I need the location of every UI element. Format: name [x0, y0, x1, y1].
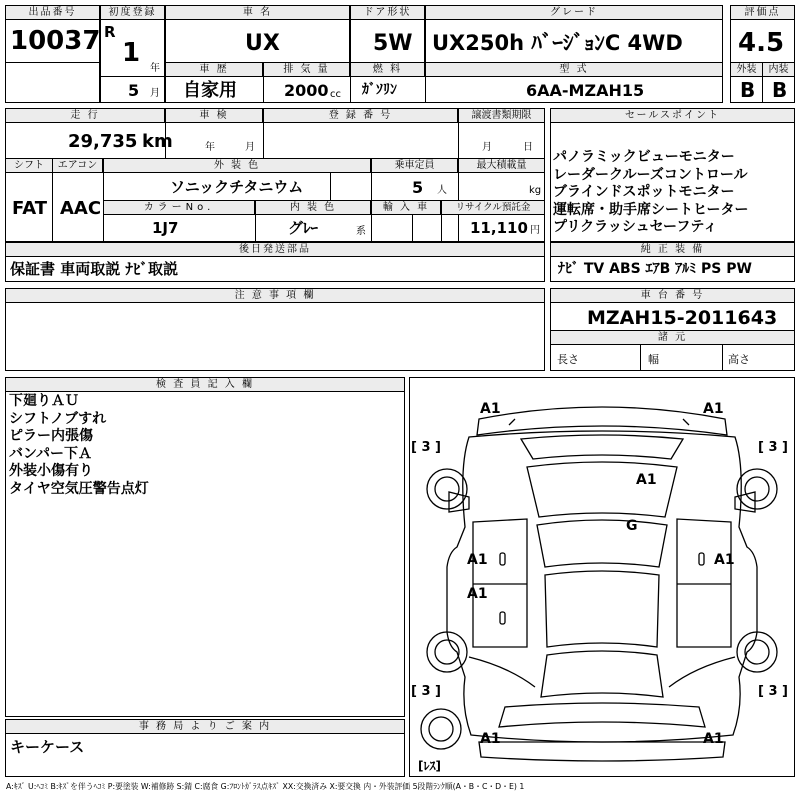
tire-rear-right: [ 3 ]: [758, 684, 788, 699]
height-label: 高さ: [728, 353, 750, 366]
cc-unit: cc: [330, 89, 341, 100]
car-name: UX: [245, 31, 280, 56]
interior-grade: B: [772, 78, 788, 102]
capacity-label: 乗車定員: [371, 158, 458, 173]
recycle: 11,110: [470, 219, 528, 237]
score-label: 評価点: [730, 5, 795, 20]
mark-front-left: A1: [480, 401, 501, 417]
specs-label: 諸 元: [550, 330, 795, 345]
ac-label: エアコン: [52, 158, 103, 173]
year-unit: 年: [150, 63, 160, 74]
color-no-label: カラーNo.: [103, 200, 255, 215]
mark-door-left: A1: [467, 552, 488, 568]
capacity-unit: 人: [437, 185, 447, 196]
history: 自家用: [183, 80, 237, 101]
max-load-label: 最大積載量: [458, 158, 545, 173]
ac: AAC: [60, 198, 102, 219]
spec-block: [5, 108, 545, 242]
mark-front-right: A1: [703, 401, 724, 417]
tire-front-left: [ 3 ]: [411, 440, 441, 455]
model-label: 型 式: [425, 62, 723, 77]
mileage: 29,735: [68, 131, 138, 152]
inspection-month-unit: 月: [245, 142, 255, 153]
fuel-label: 燃 料: [350, 62, 425, 77]
note-line: バンパー下Ａ: [9, 445, 93, 462]
transfer-month-unit: 月: [482, 142, 492, 153]
note-line: 外装小傷有り: [9, 463, 93, 479]
door-type: 5W: [373, 31, 413, 56]
car-diagram: [409, 377, 795, 777]
displacement: 2000: [284, 81, 329, 100]
mark-rear-door-left: A1: [467, 586, 488, 602]
exterior-grade: B: [740, 78, 756, 102]
grade-label: グレード: [425, 5, 723, 20]
recycle-unit: 円: [530, 225, 540, 236]
equipment: ﾅﾋﾞ TV ABS ｴｱB ｱﾙﾐ PS PW: [558, 261, 752, 277]
office-label: 事 務 局 よ り ご 案 内: [5, 719, 405, 734]
fuel: ｶﾞｿﾘﾝ: [362, 82, 397, 98]
mileage-label: 走 行: [5, 108, 165, 123]
note-line: ピラー内張傷: [9, 428, 93, 444]
later-docs-label: 後日発送部品: [5, 242, 545, 257]
mark-door-right: A1: [714, 552, 735, 568]
chassis-number: MZAH15-2011643: [587, 307, 778, 329]
inspector-label: 検 査 員 記 入 欄: [5, 377, 405, 392]
month-num: 5: [128, 81, 140, 100]
equipment-label: 純 正 装 備: [550, 242, 795, 257]
later-docs: 保証書 車両取説 ﾅﾋﾞ取説: [10, 260, 178, 278]
legend: A:ｷｽﾞ U:ﾍｺﾐ B:ｷｽﾞを伴うﾍｺﾐ P:要塗装 W:補修跡 S:錆 C:腐食 G:ﾌﾛﾝﾄｶﾞﾗｽ点ｷｽﾞ XX:交換済み X:要交換 内・外装評価 5段階ﾗﾝｸ順(A・B・C・D・E) 1: [6, 782, 525, 791]
car-name-label: 車 名: [165, 5, 350, 20]
km-unit: km: [142, 131, 173, 152]
sales-point: レーダークルーズコントロール: [553, 166, 748, 183]
model: 6AA-MZAH15: [526, 81, 645, 100]
kg-unit: kg: [529, 185, 542, 196]
ext-color: ソニックチタニウム: [170, 178, 304, 196]
inspection-label: 車 検: [165, 108, 263, 123]
note-line: シフトノブすれ: [9, 410, 107, 427]
mark-hood: A1: [636, 472, 657, 488]
door-label: ドア形状: [350, 5, 425, 20]
sales-point: パノラミックビューモニター: [553, 149, 735, 165]
tire-spare: [ﾚｽ]: [418, 759, 441, 773]
inspector-notes: [9, 393, 149, 498]
sales-points-label: セールスポイント: [550, 108, 795, 123]
interior-label: 内装: [762, 62, 795, 77]
mark-windshield: G: [626, 518, 638, 534]
mark-rear-left: A1: [480, 731, 501, 747]
chassis-label: 車 台 番 号: [550, 288, 795, 303]
sales-points-list: [553, 149, 748, 237]
first-reg-label: 初度登録: [100, 5, 165, 20]
shift-label: シフト: [5, 158, 53, 173]
office-note: キーケース: [10, 738, 85, 756]
grade: UX250h ﾊﾞｰｼﾞｮﾝC 4WD: [432, 31, 683, 55]
sales-point: ブラインドスポットモニター: [553, 184, 735, 200]
reg-no-label: 登 録 番 号: [263, 108, 458, 123]
color-no: 1J7: [152, 219, 179, 237]
sales-point: プリクラッシュセーフティ: [553, 219, 718, 235]
score: 4.5: [738, 28, 785, 58]
tire-rear-left: [ 3 ]: [411, 684, 441, 699]
int-color-unit: 系: [356, 226, 366, 237]
shift: FAT: [12, 198, 48, 219]
mark-rear-right: A1: [703, 731, 724, 747]
capacity: 5: [412, 178, 424, 197]
lot-label: 出品番号: [5, 5, 100, 20]
int-color-label: 内 装 色: [255, 200, 371, 215]
int-color: グﾚｰ: [288, 219, 319, 237]
month-unit: 月: [150, 88, 160, 99]
year-num: 1: [122, 38, 141, 68]
note-line: 下廻りＡＵ: [9, 393, 79, 409]
caution-label: 注 意 事 項 欄: [5, 288, 545, 303]
tire-front-right: [ 3 ]: [758, 440, 788, 455]
recycle-label: リサイクル預託金: [441, 200, 545, 215]
transfer-label: 譲渡書類期限: [458, 108, 545, 123]
length-label: 長さ: [557, 353, 579, 366]
displacement-label: 排 気 量: [263, 62, 350, 77]
lot-number: 10037: [10, 26, 101, 56]
width-label: 幅: [648, 353, 659, 366]
history-label: 車 歴: [165, 62, 263, 77]
import-label: 輸 入 車: [371, 200, 441, 215]
note-line: タイヤ空気圧警告点灯: [9, 480, 149, 497]
inspection-year-unit: 年: [205, 142, 215, 153]
sales-point: 運転席・助手席シートヒーター: [553, 201, 749, 218]
exterior-label: 外装: [730, 62, 763, 77]
transfer-day-unit: 日: [523, 142, 533, 153]
era: R: [104, 23, 116, 41]
ext-color-label: 外 装 色: [103, 158, 371, 173]
